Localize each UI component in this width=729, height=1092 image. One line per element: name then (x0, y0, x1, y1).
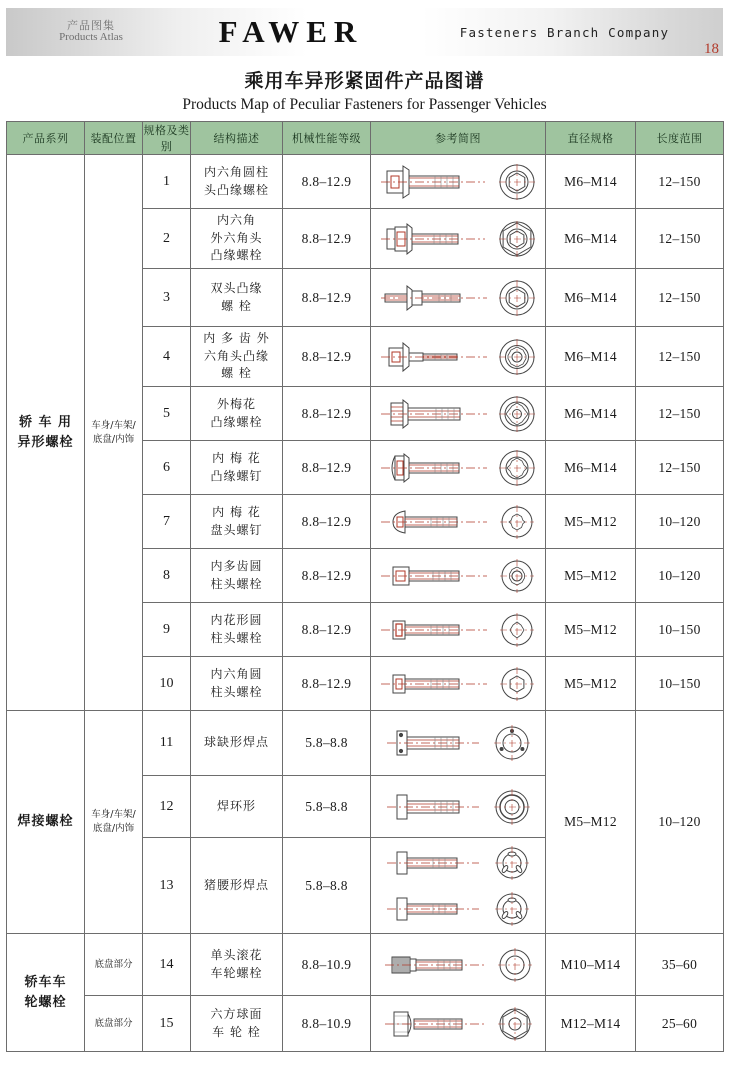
row-description (191, 603, 283, 657)
row-figure-multitooth-hexhead-flange (371, 327, 546, 387)
row-figure-multitooth-cyl (371, 549, 546, 603)
atlas-label-cn: 产品图集 (67, 19, 115, 33)
desc-line: 头凸缘螺栓 (203, 182, 269, 197)
row-grade: 8.8–12.9 (283, 549, 371, 603)
row-description (191, 549, 283, 603)
desc-line: 螺 栓 (221, 298, 252, 313)
row-grade: 8.8–10.9 (283, 996, 371, 1052)
row-number: 10 (143, 657, 191, 711)
series-line-2: 轮螺栓 (24, 994, 67, 1010)
page (0, 8, 729, 1092)
row-number: 8 (143, 549, 191, 603)
desc-line: 六方球面 (210, 1007, 263, 1022)
desc-line: 单头滚花 (210, 948, 263, 963)
header-atlas-label (6, 20, 176, 43)
row-number: 12 (143, 776, 191, 838)
row-description (191, 776, 283, 838)
row-length: 12–150 (636, 155, 724, 209)
row-diameter-merged: M5–M12 (546, 711, 636, 934)
table-row (7, 934, 724, 996)
row-description (191, 387, 283, 441)
row-figure-double-end-flange (371, 269, 546, 327)
row-grade: 8.8–12.9 (283, 657, 371, 711)
table-header-row (7, 122, 724, 155)
desc-line: 六角头凸缘 (203, 348, 269, 363)
row-grade: 8.8–12.9 (283, 155, 371, 209)
row-diameter: M6–M14 (546, 155, 636, 209)
row-diameter: M6–M14 (546, 441, 636, 495)
row-grade: 5.8–8.8 (283, 711, 371, 776)
row-number: 6 (143, 441, 191, 495)
row-length: 10–150 (636, 603, 724, 657)
desc-line: 车轮螺栓 (210, 965, 263, 980)
desc-line: 柱头螺栓 (210, 684, 263, 699)
row-number: 2 (143, 209, 191, 269)
atlas-label-en: Products Atlas (59, 31, 123, 43)
desc-line: 内六角圆柱 (203, 165, 269, 180)
row-grade: 8.8–12.9 (283, 495, 371, 549)
series-line-1: 焊接螺栓 (17, 814, 74, 830)
row-diameter: M5–M12 (546, 603, 636, 657)
position-cell-row15: 底盘部分 (85, 996, 143, 1052)
desc-line: 内花形圆 (210, 613, 263, 628)
row-number: 4 (143, 327, 191, 387)
row-diameter: M12–M14 (546, 996, 636, 1052)
page-number: 18 (704, 41, 719, 57)
desc-line: 猪腰形焊点 (203, 877, 269, 892)
row-description (191, 441, 283, 495)
row-description (191, 269, 283, 327)
row-figure-weld-ball (371, 711, 546, 776)
row-number: 15 (143, 996, 191, 1052)
series-cell-wheel-bolts (7, 934, 85, 1052)
row-description (191, 209, 283, 269)
row-figure-ext-torx-flange (371, 387, 546, 441)
col-mech-grade: 机械性能等级 (283, 122, 371, 155)
row-number: 3 (143, 269, 191, 327)
row-length: 12–150 (636, 441, 724, 495)
row-description (191, 838, 283, 934)
row-diameter: M5–M12 (546, 549, 636, 603)
col-length: 长度范围 (636, 122, 724, 155)
series-cell-weld-bolts (7, 711, 85, 934)
col-spec-no: 规格及类别 (143, 122, 191, 155)
row-length: 35–60 (636, 934, 724, 996)
row-length: 10–150 (636, 657, 724, 711)
row-number: 1 (143, 155, 191, 209)
row-description (191, 996, 283, 1052)
col-position: 装配位置 (85, 122, 143, 155)
desc-line: 外梅花 (216, 397, 256, 412)
position-line-1: 车身/车架/ (91, 809, 136, 821)
company-name: Fasteners Branch Company (459, 24, 670, 40)
row-grade: 5.8–8.8 (283, 838, 371, 934)
row-grade: 8.8–12.9 (283, 209, 371, 269)
row-figure-hex-spherical-wheel-bolt (371, 996, 546, 1052)
row-grade: 5.8–8.8 (283, 776, 371, 838)
row-number: 7 (143, 495, 191, 549)
position-cell-row14: 底盘部分 (85, 934, 143, 996)
desc-line: 凸缘螺钉 (210, 468, 263, 483)
desc-line: 双头凸缘 (210, 281, 263, 296)
desc-line: 柱头螺栓 (210, 630, 263, 645)
table-row (7, 711, 724, 776)
desc-line: 内六角 (216, 213, 256, 228)
row-grade: 8.8–12.9 (283, 387, 371, 441)
row-length: 10–120 (636, 495, 724, 549)
desc-line: 外六角头 (210, 230, 263, 245)
position-line-2: 底盘/内饰 (92, 433, 135, 445)
brand-logo-text: FAWER (218, 14, 364, 49)
row-diameter: M6–M14 (546, 269, 636, 327)
row-description (191, 327, 283, 387)
col-structure-desc: 结构描述 (191, 122, 283, 155)
position-line-1: 车身/车架/ (91, 419, 136, 431)
desc-line: 内六角圆 (210, 667, 263, 682)
row-grade: 8.8–10.9 (283, 934, 371, 996)
desc-line: 内多齿圆 (210, 559, 263, 574)
row-length: 12–150 (636, 327, 724, 387)
series-line-2: 异形螺栓 (17, 434, 74, 450)
row-diameter: M6–M14 (546, 209, 636, 269)
row-length-merged: 10–120 (636, 711, 724, 934)
desc-line: 柱头螺栓 (210, 576, 263, 591)
row-figure-weld-ring (371, 776, 546, 838)
row-diameter: M5–M12 (546, 657, 636, 711)
col-diameter: 直径规格 (546, 122, 636, 155)
row-figure-knurled-wheel-bolt (371, 934, 546, 996)
row-length: 25–60 (636, 996, 724, 1052)
row-grade: 8.8–12.9 (283, 441, 371, 495)
row-figure-hex-socket-cyl (371, 657, 546, 711)
row-grade: 8.8–12.9 (283, 327, 371, 387)
table-row (7, 155, 724, 209)
col-series: 产品系列 (7, 122, 85, 155)
desc-line: 盘头螺钉 (210, 522, 263, 537)
desc-line: 凸缘螺栓 (210, 414, 263, 429)
row-description (191, 495, 283, 549)
table-row (7, 996, 724, 1052)
products-table (6, 121, 724, 1052)
row-figure-int-torx-pan (371, 495, 546, 549)
row-number: 9 (143, 603, 191, 657)
row-figure-hex-socket-hexhead-flange (371, 209, 546, 269)
row-diameter: M6–M14 (546, 327, 636, 387)
row-number: 13 (143, 838, 191, 934)
position-cell-group2 (85, 711, 143, 934)
row-number: 14 (143, 934, 191, 996)
desc-line: 内 多 齿 外 (203, 331, 270, 346)
row-figure-spline-cyl (371, 603, 546, 657)
row-figure-weld-kidney-double (371, 838, 546, 934)
col-reference-figure: 参考简图 (371, 122, 546, 155)
desc-line: 凸缘螺栓 (210, 248, 263, 263)
row-description (191, 155, 283, 209)
row-description (191, 711, 283, 776)
row-length: 12–150 (636, 269, 724, 327)
row-length: 12–150 (636, 209, 724, 269)
row-diameter: M10–M14 (546, 934, 636, 996)
series-cell-passenger-bolts (7, 155, 85, 711)
desc-line: 内 梅 花 (212, 451, 261, 466)
page-title-en: Products Map of Peculiar Fasteners for Passenger Vehicles (182, 96, 547, 113)
position-cell-group1 (85, 155, 143, 711)
series-line-1: 轿 车 用 (18, 415, 73, 430)
row-description (191, 934, 283, 996)
row-figure-hex-socket-flange (371, 155, 546, 209)
desc-line: 焊环形 (216, 798, 256, 813)
row-number: 5 (143, 387, 191, 441)
desc-line: 内 梅 花 (212, 505, 261, 520)
desc-line: 螺 栓 (221, 366, 252, 381)
desc-line: 车 轮 栓 (212, 1024, 261, 1039)
row-number: 11 (143, 711, 191, 776)
row-diameter: M6–M14 (546, 387, 636, 441)
page-title-cn: 乘用车异形紧固件产品图谱 (244, 70, 485, 92)
position-line-2: 底盘/内饰 (92, 823, 135, 834)
page-header (6, 8, 723, 56)
series-line-1: 轿车车 (24, 975, 67, 990)
row-description (191, 657, 283, 711)
desc-line: 球缺形焊点 (203, 735, 269, 750)
row-grade: 8.8–12.9 (283, 603, 371, 657)
row-diameter: M5–M12 (546, 495, 636, 549)
row-length: 12–150 (636, 387, 724, 441)
row-grade: 8.8–12.9 (283, 269, 371, 327)
row-length: 10–120 (636, 549, 724, 603)
row-figure-int-torx-flange (371, 441, 546, 495)
